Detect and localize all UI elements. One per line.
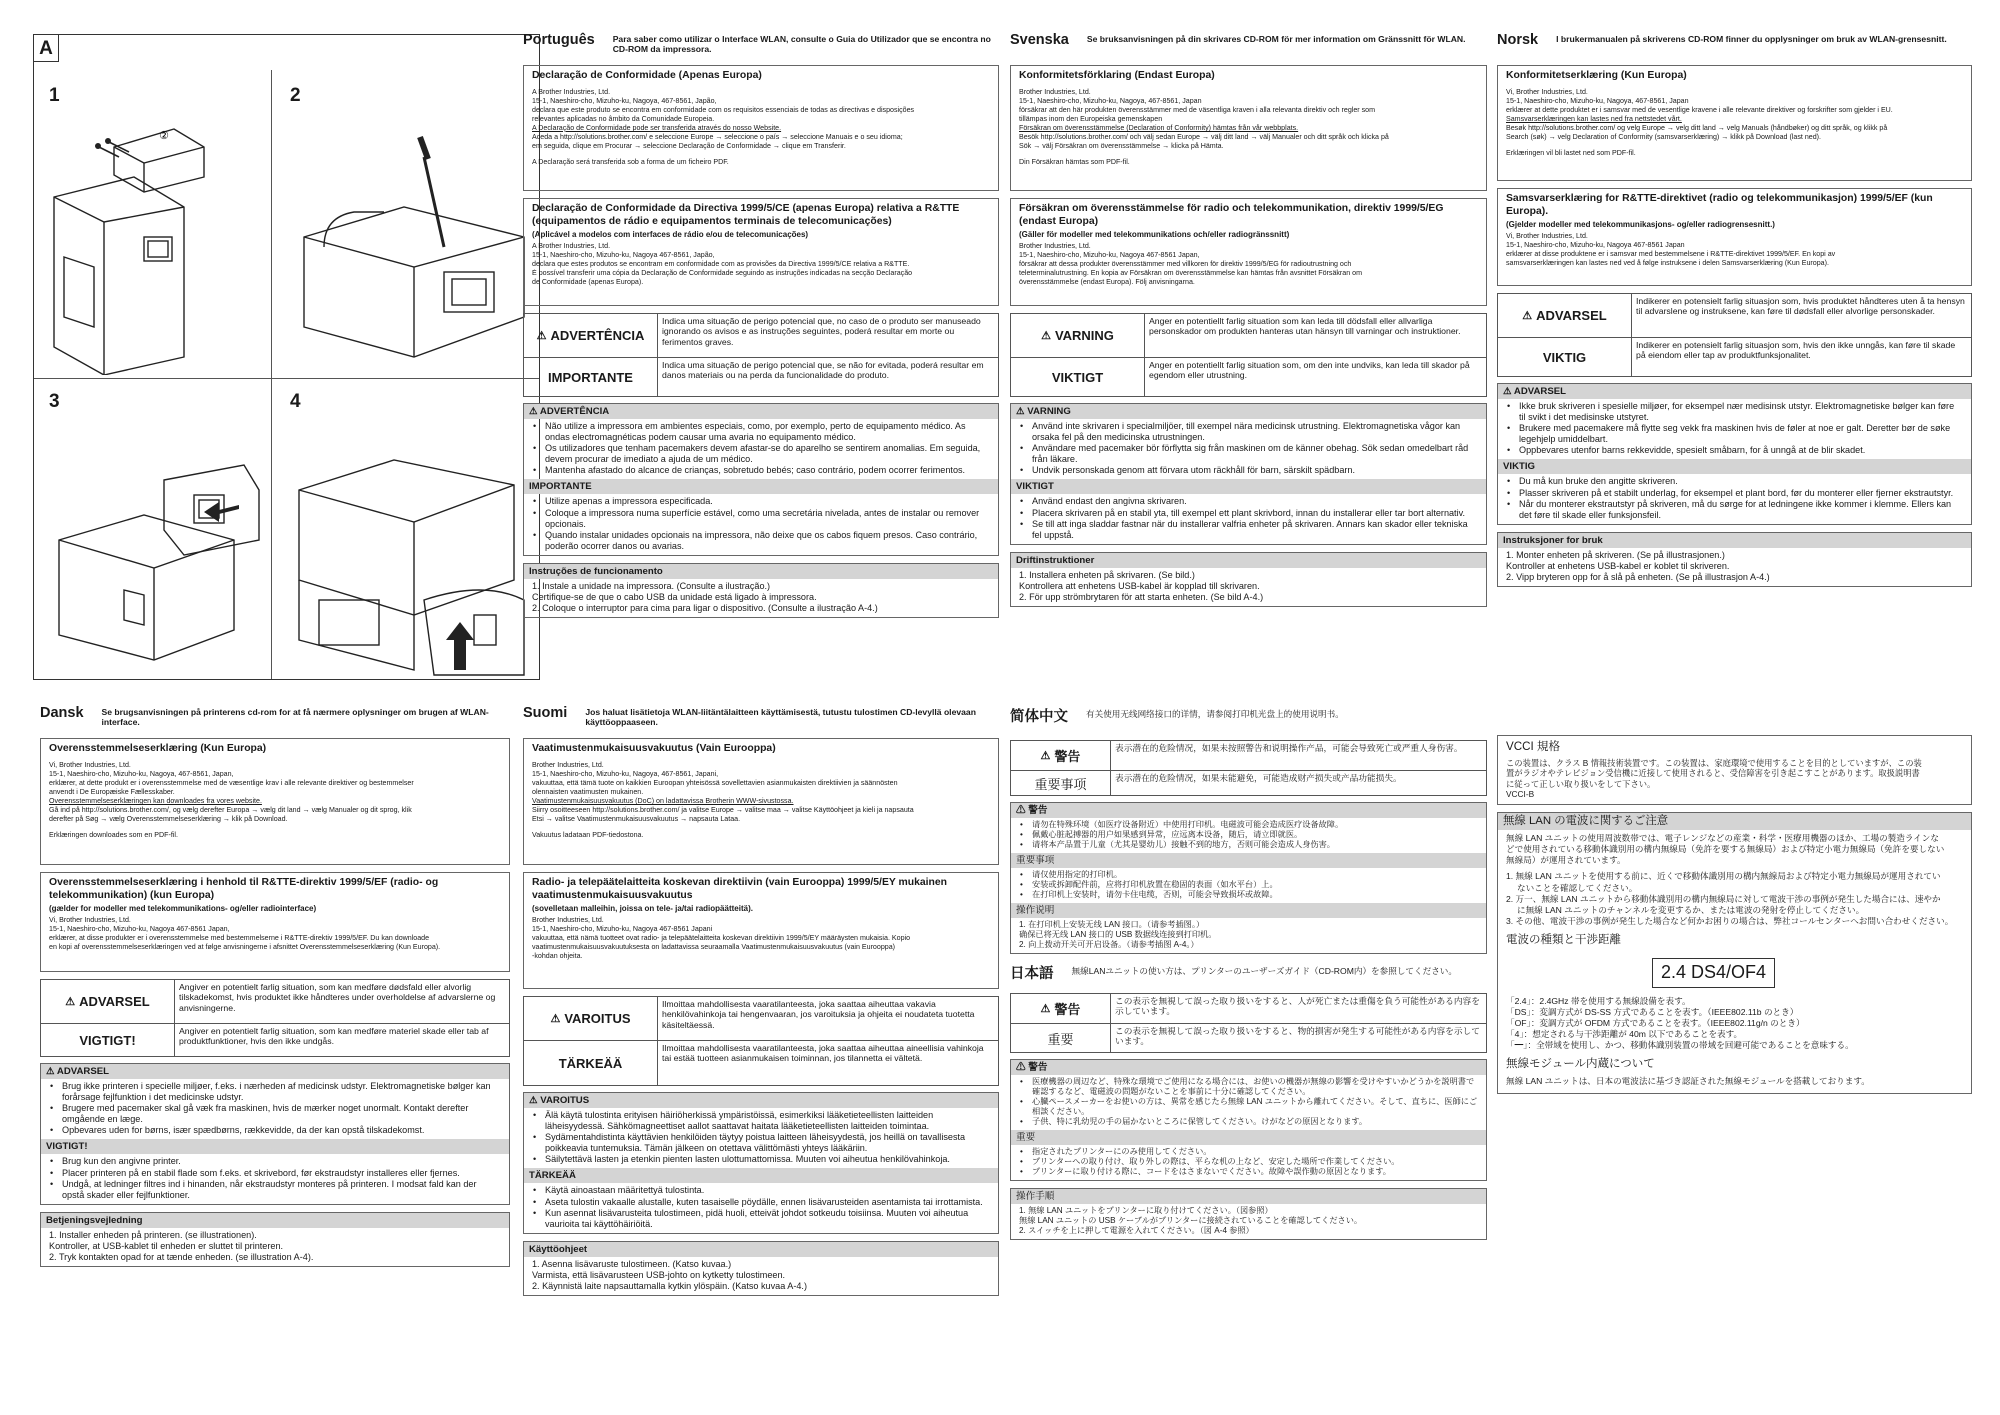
- da-conf-5: Gå ind på http://solutions.brother.com/, og vælg derefter Europa → vælg dit land → vælg Manualer og dit sprog, klik: [49, 806, 412, 814]
- pt-s2-2: • Quando instalar unidades opcionais na impressora, não deixe que os cabos fiquem presos. Caso contrário, poderão ocorrer danos ou avarias.: [532, 530, 990, 552]
- no-rtte-1: 15-1, Naeshiro-cho, Mizuho-ku, Nagoya 467-8561 Japan: [1506, 241, 1685, 249]
- ja-module_title: 無線モジュール内蔵について: [1506, 1058, 1655, 1071]
- pt-conf-1: 15-1, Naeshiro-cho, Mizuho-ku, Nagoya, 467-8561, Japão,: [532, 97, 717, 105]
- no-s2-2: • Når du monterer ekstrautstyr på skriveren, må du sørge for at ledningene ikke kommer i klemme. Ellers kan det føre til skade eller funksjonsfeil.: [1506, 499, 1963, 521]
- warning-legend-table: ⚠ ADVERTÊNCIA Indica uma situação de perigo potencial que, no caso de o produto ser manuseado ignorando os avisos e as instruções seguintes, poderá resultar em morte ou ferimentos graves. IMPORTANTE Indica uma situação de perigo potencial que, se não for evitada, poderá resultar em danos materiais ou na perda da funcionalidade do produto.: [523, 313, 999, 397]
- zh-s1_title: 警告: [1028, 805, 1048, 816]
- da-s2-2: • Undgå, at ledninger filtres ind i hinanden, når ekstraudstyr monteres på printeren. I modsat fald kan der opstå skader eller fejlfunktioner.: [49, 1179, 501, 1201]
- zh-s3_2: 2. 向上拨动开关可开启设备。（请参考插图 A-4。）: [1019, 940, 1199, 949]
- sv-conf-2: försäkrar att den här produkten överensstämmer med de väsentliga kraven i alla relevanta direktiv och regler som: [1019, 106, 1376, 114]
- pt-rtte_title: Declaração de Conformidade da Directiva 1999/5/CE (apenas Europa) relativa a R&TTE (equipamentos de rádio e equipamentos terminais de telecomunicações): [532, 203, 960, 227]
- ja-radio-3: 1. 無線 LAN ユニットを使用する前に、近くで移動体識別用の構内無線局および特定小電力無線局が運用されてい: [1506, 871, 1941, 882]
- sv-conf-3: tillämpas inom den Europeiska gemenskapen: [1019, 115, 1163, 123]
- fi-s1-0: • Älä käytä tulostinta erityisen häiriöherkissä ympäristöissä, esimerkiksi lääketieteellisten laitteiden läheisyydessä. Sähkömagneettiset aallot saattavat haitata lääketieteellisten laitteiden toimintaa.: [532, 1110, 990, 1132]
- no-rtte_sub: (Gjelder modeller med telekommunikasjons- og/eller radiogrensesnitt.): [1506, 220, 1775, 229]
- vcci-notice: [1497, 735, 1972, 805]
- sv-s1-1: • Användare med pacemaker bör förflytta sig från maskinen om de känner obehag. Sök sedan omedelbart råd från läkare.: [1019, 443, 1478, 465]
- pt-conf-0: A Brother Industries, Ltd.: [532, 88, 611, 96]
- ja-s2-1: • プリンターへの取り付け、取り外しの際は、平らな机の上など、安定した場所で作業してください。: [1019, 1157, 1478, 1167]
- ja-lang: 日本語: [1010, 966, 1054, 982]
- step-number: 2: [290, 85, 301, 106]
- ja-s1-0: • 医療機器の周辺など、特殊な環境でご使用になる場合には、お使いの機器が無線の影響を受けやすいかどうかを説明書で確認するなど、電磁波の問題がないことを事前に十分に確認してください。: [1019, 1077, 1478, 1097]
- ja-range_title: 電波の種類と干渉距離: [1506, 934, 1621, 947]
- ja-radio-1: どで使用されている移動体識別用の構内無線局（免許を要する無線局）および特定小電力無線局（免許を要しない: [1506, 844, 1945, 855]
- pt-conf-4: A Declaração de Conformidade pode ser transferida através do nosso Website.: [532, 124, 782, 132]
- fi-s3_1: 1. Asenna lisävaruste tulostimeen. (Katso kuvaa.): [532, 1258, 732, 1269]
- sv-w2_text: Anger en potentiellt farlig situation som, om den inte undviks, kan leda till skador på egendom eller utrustning.: [1149, 360, 1470, 381]
- da-s1-2: • Opbevares uden for børns, især spædbørns, rækkevidde, da der kan opstå tilskadekomst.: [49, 1125, 501, 1136]
- language-note: Para saber como utilizar o Interface WLAN, consulte o Guia do Utilizador que se encontra no CD-ROM da impressora.: [612, 34, 991, 55]
- pt-s3_title: Instruções de funcionamento: [524, 564, 998, 579]
- fi-conf-5: Siirry osoitteeseen http://solutions.brother.com/ ja valitse Europe → valitse maa → valitse Käyttöohjeet ja kieli ja napsauta: [532, 806, 914, 814]
- ja-range-4: 「━」：全帯域を使用し、かつ、移動体識別装置の帯域を回避可能であることを意味する。: [1506, 1040, 1854, 1051]
- fi-s3_title: Käyttöohjeet: [524, 1242, 998, 1257]
- fi-s3_1b: Varmista, että lisävarusteen USB-johto on kytketty tulostimeen.: [532, 1269, 786, 1280]
- sv-rtte-3: teleterminalutrustning. En kopia av Försäkran om överensstämmelse kan hämtas från avsnittet Försäkran om: [1019, 269, 1363, 277]
- fi-rtte-2: vakuuttaa, että nämä tuotteet ovat radio- ja telepäätelaitteita koskevan direktiivin 1999/5/EY määräysten mukaisia. Kopio: [532, 934, 911, 942]
- fi-rtte-1: 15-1, Naeshiro-cho, Mizuho-ku, Nagoya 467-8561 Japani: [532, 925, 713, 933]
- zh-s2-0: • 请仅使用指定的打印机。: [1019, 870, 1478, 880]
- zh-note: 有关使用无线网络接口的详情，请参阅打印机光盘上的使用说明书。: [1086, 709, 1344, 719]
- pt-s1-2: • Mantenha afastado do alcance de crianças, sobretudo bebés; caso contrário, podem ocorrer ferimentos.: [532, 465, 990, 476]
- printer-illustration-step2: [284, 117, 534, 375]
- section-norsk: Norsk I brukermanualen på skriverens CD-ROM finner du opplysninger om bruk av WLAN-grensesnitt. Konformitetserklæring (Kun Europa) Vi, Brother Industries, Ltd. 15-1, Naeshiro-cho, Mizuho-ku, Nagoya, 467-8561, Japan erklærer at dette produktet er i samsvar med de vesentlige kravene i alle relevante direktiver og forskrifter som gjelder i EU. Samsvarserklæringen kan lastes ned fra nettstedet vårt. Besøk http://solutions.brother.com/ og velg Europe → velg ditt land → velg Manuals (håndbøker) og ditt språk, og klikk på Search (søk) → velg Declaration of Conformity (samsvarserklæring) → klikk på Download (last ned). Erklæringen vil bli lastet ned som PDF-fil. Samsvarserklæring for R&TTE-direktivet (radio og telekommunikasjon) 1999/5/EF (kun Europa). (Gjelder modeller med telekommunikasjons- og/eller radiogrensesnitt.) Vi, Brother Industries, Ltd. 15-1, Naeshiro-cho, Mizuho-ku, Nagoya 467-8561 Japan erklærer at disse produktene er i samsvar med bestemmelsene i R&TTE-direktivet 1999/5/EF. En kopi av samsvarserklæringen kan lastes ned ved å følge instruksene i delen Samsvarserklæring (Kun Europa). ⚠ ADVARSEL Indikerer en potensielt farlig situasjon som, hvis produktet håndteres uten å ta hensyn til advarslene og instruksene, kan føre til dødsfall eller alvorlige personskader. VIKTIG Indikerer en potensielt farlig situasjon som, hvis den ikke unngås, kan føre til skade på eiendom eller tap av produktfunksjonalitet. ⚠ ADVARSEL • Ikke bruk skriveren i spesielle miljøer, for eksempel nær medisinsk utstyr. Elektromagnetiske bølger kan føre til svikt i det medisinske utstyret. • Brukere med pacemakere må flytte seg vekk fra maskinen hvis de føler at noe er galt. Deretter bør de søke legehjelp umiddelbart. • Oppbevares utenfor barns rekkevidde, spesielt småbarn, for å unngå at de blir skadet. VIKTIG • Du må kun bruke den angitte skriveren. • Plasser skriveren på et stabilt underlag, for eksempel et plant bord, før du monterer eller fjerner ekstrautstyr. • Når du monterer ekstrautstyr på skriveren, må du sørge for at ledningene ikke kommer i klemme. Ellers kan det føre til skade eller funksjonsfeil. Instruksjoner for bruk 1. Monter enheten på skriveren. (Se på illustrasjonen.) Kontroller at enhetens USB-kabel er koblet til skriveren. 2. Vipp bryteren opp for å slå på enheten. (Se på illustrasjon A-4.): [1497, 32, 1972, 594]
- fi-note: Jos haluat lisätietoja WLAN-liitäntälaitteen käyttämisestä, tutustu tulostimen CD-levyllä olevaan käyttöoppaaseen.: [585, 707, 976, 728]
- zh-w2_text: 表示潜在的危险情况，如果未能避免，可能造成财产损失或产品功能损失。: [1115, 773, 1402, 783]
- pt-rtte-2: declara que estes produtos se encontram em conformidade com as provisões da Directiva 1999/5/CE relativa a R&TTE.: [532, 260, 910, 268]
- fi-s1_title: VAROITUS: [540, 1095, 590, 1106]
- printer-illustration-step4: [284, 430, 534, 680]
- warning-section: ⚠ ADVERTÊNCIA • Não utilize a impressora em ambientes especiais, como, por exemplo, perto de equipamento médico. As ondas electromagnéticas podem causar uma avaria no equipamento médico. • Os utilizadores que tenham pacemakers devem afastar-se do aparelho se sentirem anomalias. Em seguida, devem procurar de imediato a ajuda de um médico. • Mantenha afastado do alcance de crianças, sobretudo bebés; caso contrário, podem ocorrer ferimentos. IMPORTANTE • Utilize apenas a impressora especificada. • Coloque a impressora numa superfície estável, como uma secretária nivelada, antes de instalar ou remover opcionais. • Quando instalar unidades opcionais na impressora, não deixe que os cabos fiquem presos. Caso contrário, poderão ocorrer danos ou avarias.: [523, 403, 999, 556]
- zh-s2-1: • 安装或拆卸配件前，应将打印机放置在稳固的表面（如水平台）上。: [1019, 880, 1478, 890]
- pt-s3_2: 2. Coloque o interruptor para cima para ligar o dispositivo. (Consulte a ilustração A-4.): [532, 603, 878, 614]
- fi-conf-4: Vaatimustenmukaisuusvakuutus (DoC) on ladattavissa Brotherin WWW-sivustossa.: [532, 797, 794, 805]
- section-portugues: [523, 32, 999, 625]
- no-lang: Norsk: [1497, 32, 1539, 48]
- ja-range-3: 「4」：想定される与干渉距離が 40m 以下であることを表す。: [1506, 1029, 1743, 1040]
- ja-s1-2: • 子供、特に乳幼児の手の届かないところに保管してください。けがなどの原因となります。: [1019, 1117, 1478, 1127]
- da-s2_title: VIGTIGT!: [41, 1139, 509, 1154]
- da-conf-3: anvendt i De Europæiske Fællesskaber.: [49, 788, 175, 796]
- conformity-declaration: [523, 65, 999, 191]
- pt-s1_title: ADVERTÊNCIA: [539, 406, 610, 417]
- pt-s2-0: • Utilize apenas a impressora especificada.: [532, 496, 990, 507]
- da-s3_2: 2. Tryk kontakten opad for at tænde enheden. (se illustration A-4).: [49, 1252, 314, 1263]
- pt-rtte_sub: (Aplicável a modelos com interfaces de rádio e/ou de telecomunicações): [532, 230, 809, 239]
- pt-conf-8: A Declaração será transferida sob a forma de um ficheiro PDF.: [532, 158, 729, 166]
- da-s2-0: • Brug kun den angivne printer.: [49, 1156, 501, 1167]
- zh-w1_label: 警告: [1054, 749, 1081, 764]
- no-s2-0: • Du må kun bruke den angitte skriveren.: [1506, 476, 1963, 487]
- sv-s3_title: Driftinstruktioner: [1011, 553, 1486, 568]
- da-conf-2: erklærer, at dette produkt er i overensstemmelse med de væsentlige krav i alle relevante direktiver og bestemmelser: [49, 779, 414, 787]
- da-s1-1: • Brugere med pacemaker skal gå væk fra maskinen, hvis de mærker noget unormalt. Kontakt derefter omgående en læge.: [49, 1103, 501, 1125]
- ja-w2_label: 重要: [1047, 1031, 1074, 1047]
- fi-s1-2: • Säilytettävä lasten ja etenkin pienten lasten ulottumattomissa. Muuten voi aiheutua henkilövahinkoja.: [532, 1154, 990, 1165]
- no-s3_2: 2. Vipp bryteren opp for å slå på enheten. (Se på illustrasjon A-4.): [1506, 572, 1770, 583]
- fi-s1-1: • Sydämentahdistinta käyttävien henkilöiden täytyy poistua laitteen läheisyydestä, jos heillä on tavallisesta poikkeavia tuntemuksia. Tämän jälkeen on otettava välittömästi yhteys lääkäriin.: [532, 1132, 990, 1154]
- sv-note: Se bruksanvisningen på din skrivares CD-ROM för mer information om Gränssnitt för WLAN.: [1086, 34, 1466, 44]
- pt-rtte-3: É possível transferir uma cópia da Declaração de Conformidade seguindo as instruções indicadas na secção Declaração: [532, 269, 913, 277]
- fi-conf-3: olennaisten vaatimusten mukainen.: [532, 788, 644, 796]
- sv-s2-2: • Se till att inga sladdar fastnar när du installerar valfria enheter på skrivaren. Annars kan skador eller tekniska fel uppstå.: [1019, 519, 1478, 541]
- fi-w2_text: Ilmoittaa mahdollisesta vaaratilanteesta, joka saattaa aiheuttaa aineellisia vahinkoja tai estää tuotteen asianmukaisen toiminnan, jos tilannetta ei vältetä.: [662, 1043, 984, 1064]
- section-suomi: Suomi Jos haluat lisätietoja WLAN-liitäntälaitteen käyttämisestä, tutustu tulostimen CD-levyllä olevaan käyttöoppaaseen. Vaatimustenmukaisuusvakuutus (Vain Eurooppa) Brother Industries, Ltd. 15-1, Naeshiro-cho, Mizuho-ku, Nagoya, 467-8561, Japani, vakuuttaa, että tämä tuote on kaikkien Euroopan yhteisössä sovellettavien asianmukaisten direktiivien ja säännösten olennaisten vaatimusten mukainen. Vaatimustenmukaisuusvakuutus (DoC) on ladattavissa Brotherin WWW-sivustossa. Siirry osoitteeseen http://solutions.brother.com/ ja valitse Europe → valitse maa → valitse Käyttöohjeet ja kieli ja napsauta Etsi → valitse Vaatimustenmukaisuusvakuutus → napsauta Lataa. Vakuutus ladataan PDF-tiedostona. Radio- ja telepäätelaitteita koskevan direktiivin (vain Eurooppa) 1999/5/EY mukainen vaatimustenmukaisuusvakuutus (sovelletaan malleihin, joissa on tele- ja/tai radiopäätteitä). Brother Industries, Ltd. 15-1, Naeshiro-cho, Mizuho-ku, Nagoya 467-8561 Japani vakuuttaa, että nämä tuotteet ovat radio- ja telepäätelaitteita koskevan direktiivin 1999/5/EY määräysten mukaisia. Kopio vaatimustenmukaisuusvakuutuksesta on ladattavissa seuraamalla Vaatimustenmukaisuusvakuutus (vain Eurooppa) -kohdan ohjeita. ⚠ VAROITUS Ilmoittaa mahdollisesta vaaratilanteesta, joka saattaa aiheuttaa vakavia henkilövahinkoja tai hengenvaaran, jos varoituksia ja ohjeita ei noudateta tuotetta käsiteltäessä. TÄRKEÄÄ Ilmoittaa mahdollisesta vaaratilanteesta, joka saattaa aiheuttaa aineellisia vahinkoja tai estää tuotteen asianmukaisen toiminnan, jos tilannetta ei vältetä. ⚠ VAROITUS • Älä käytä tulostinta erityisen häiriöherkissä ympäristöissä, esimerkiksi lääketieteellisten laitteiden läheisyydessä. Sähkömagneettiset aallot saattavat haitata lääketieteellisten laitteiden toimintaa. • Sydämentahdistinta käyttävien henkilöiden täytyy poistua laitteen läheisyydestä, jos heillä on tavallisesta poikkeavia tuntemuksia. Tämän jälkeen on otettava välittömästi yhteys lääkäriin. • Säilytettävä lasten ja etenkin pienten lasten ulottumattomissa. Muuten voi aiheutua henkilövahinkoja. TÄRKEÄÄ • Käytä ainoastaan määritettyä tulostinta. • Aseta tulostin vakaalle alustalle, kuten tasaiselle pöydälle, ennen lisävarusteiden asentamista tai irrottamista. • Kun asennat lisävarusteita tulostimeen, pidä huoli, etteivät johdot sotkeudu toisiinsa. Muuten voi aiheutua vaurioita tai käyttöhäiriöitä. Käyttöohjeet 1. Asenna lisävaruste tulostimeen. (Katso kuvaa.) Varmista, että lisävarusteen USB-johto on kytketty tulostimeen. 2. Käynnistä laite napsauttamalla kytkin ylöspäin. (Katso kuvaa A-4.): [523, 705, 999, 1303]
- pt-w1_text: Indica uma situação de perigo potencial que, no caso de o produto ser manuseado ignorando os avisos e as instruções seguintes, poderá resultar em morte ou ferimentos graves.: [658, 314, 998, 358]
- sv-conf_title: Konformitetsförklaring (Endast Europa): [1019, 70, 1215, 81]
- ja-s1_title: 警告: [1028, 1062, 1048, 1073]
- pt-rtte-0: A Brother Industries, Ltd.: [532, 242, 611, 250]
- da-s2-1: • Placer printeren på en stabil flade som f.eks. et skrivebord, før ekstraudstyr installeres eller fjernes.: [49, 1168, 501, 1179]
- no-s1_title: ADVARSEL: [1513, 386, 1566, 397]
- ja-s3_2: 2. スイッチを上に押して電源を入れてください。（図 A-4 参照）: [1019, 1226, 1254, 1235]
- operating-instructions: [523, 563, 999, 618]
- callout-number: ②: [159, 129, 169, 142]
- printer-illustration-step1: [44, 117, 269, 375]
- no-w1_label: ADVARSEL: [1536, 308, 1607, 323]
- da-rtte-2: erklærer, at disse produkter er i overensstemmelse med bestemmelserne i R&TTE-direktiv 1999/5/EF. Du kan downloade: [49, 934, 430, 942]
- da-conf-8: Erklæringen downloades som en PDF-fil.: [49, 831, 178, 839]
- pt-s1-1: • Os utilizadores que tenham pacemakers devem afastar-se do aparelho se sentirem anomalias. Em seguida, devem procurar de imediato a ajuda de um médico.: [532, 443, 990, 465]
- no-rtte_title: Samsvarserklæring for R&TTE-direktivet (radio og telekommunikasjon) 1999/5/EF (kun Europa).: [1506, 193, 1933, 217]
- pt-s3_1: 1. Instale a unidade na impressora. (Consulte a ilustração.): [532, 580, 771, 591]
- step-number: 4: [290, 391, 301, 412]
- fi-conf-1: 15-1, Naeshiro-cho, Mizuho-ku, Nagoya, 467-8561, Japani,: [532, 770, 719, 778]
- ja-range-0: 「2.4」：2.4GHz 帯を使用する無線設備を表す。: [1506, 995, 1691, 1006]
- fi-rtte-0: Brother Industries, Ltd.: [532, 916, 604, 924]
- section-japanese-regulatory: [1497, 735, 1972, 1101]
- zh-s1-2: • 请将本产品置于儿童（尤其是婴幼儿）接触不到的地方，否则可能会造成人身伤害。: [1019, 840, 1478, 850]
- ja-s1-1: • 心臓ペースメーカーをお使いの方は、異常を感じたら無線 LAN ユニットから離れてください。そして、直ちに、医師にご相談ください。: [1019, 1097, 1478, 1117]
- fi-w1_text: Ilmoittaa mahdollisesta vaaratilanteesta, joka saattaa aiheuttaa vakavia henkilövahinkoja tai hengenvaaran, jos varoituksia ja ohjeita ei noudateta tuotetta käsiteltäessä.: [658, 997, 998, 1041]
- fi-s2-0: • Käytä ainoastaan määritettyä tulostinta.: [532, 1185, 990, 1196]
- sv-s2-1: • Placera skrivaren på en stabil yta, till exempel ett plant skrivbord, innan du installerar eller tar bort alternativ.: [1019, 508, 1478, 519]
- sv-conf-8: Din Försäkran hämtas som PDF-fil.: [1019, 158, 1130, 166]
- fi-conf-8: Vakuutus ladataan PDF-tiedostona.: [532, 831, 644, 839]
- ja-s3_title: 操作手順: [1011, 1189, 1486, 1204]
- da-rtte-0: Vi, Brother Industries, Ltd.: [49, 916, 131, 924]
- zh-s1-0: • 请勿在特殊环境（如医疗设备附近）中使用打印机。电磁波可能会造成医疗设备故障。: [1019, 820, 1478, 830]
- ja-w1_label: 警告: [1054, 1002, 1081, 1017]
- no-s1-0: • Ikke bruk skriveren i spesielle miljøer, for eksempel nær medisinsk utstyr. Elektromagnetiske bølger kan føre til svikt i det medisinske utstyret.: [1506, 401, 1963, 423]
- fi-s2-2: • Kun asennat lisävarusteita tulostimeen, pidä huoli, etteivät johdot sotkeudu toisiinsa. Muuten voi aiheutua vaurioita tai käyttöhäiriöitä.: [532, 1208, 990, 1230]
- pt-s3_1b: Certifique-se de que o cabo USB da unidade está ligado à impressora.: [532, 592, 817, 603]
- ja-radio-5: 2. 万一、無線 LAN ユニットから移動体識別用の構内無線局に対して電波干渉の事例が発生した場合には、速やか: [1506, 893, 1941, 904]
- fi-s2-1: • Aseta tulostin vakaalle alustalle, kuten tasaiselle pöydälle, ennen lisävarusteiden asentamista tai irrottamista.: [532, 1197, 990, 1208]
- sv-w1_text: Anger en potentiellt farlig situation som kan leda till dödsfall eller allvarliga personskador om produkten hanteras utan hänsyn till varningar och instruktioner.: [1145, 314, 1486, 358]
- da-conf-0: Vi, Brother Industries, Ltd.: [49, 761, 131, 769]
- ja-vcci-2: に従って正しい取り扱いをして下さい。: [1506, 778, 1656, 789]
- no-w2_text: Indikerer en potensielt farlig situasjon som, hvis den ikke unngås, kan føre til skade på eiendom eller tap av produktfunksjonalitet.: [1636, 340, 1956, 361]
- pt-s2_title: IMPORTANTE: [524, 479, 998, 494]
- ja-module: 無線 LAN ユニットは、日本の電波法に基づき認証された無線モジュールを搭載しております。: [1506, 1076, 1870, 1087]
- da-conf_title: Overensstemmelseserklæring (Kun Europa): [49, 743, 267, 754]
- ja-vcci-0: この装置は、クラス B 情報技術装置です。この装置は、家庭環境で使用することを目的としていますが、この装: [1506, 757, 1922, 768]
- sv-w2_label: VIKTIGT: [1051, 369, 1104, 385]
- pt-conf-3: relevantes aplicadas no âmbito da Comunidade Europeia.: [532, 115, 715, 123]
- da-rtte_title: Overensstemmelseserklæring i henhold til R&TTE-direktiv 1999/5/EF (radio- og telekommunikation) (kun Europa): [49, 877, 439, 901]
- pt-conf-5: Aceda a http://solutions.brother.com/ e seleccione Europe → seleccione o país → seleccione Manuais e o seu idioma;: [532, 133, 903, 141]
- no-conf-1: 15-1, Naeshiro-cho, Mizuho-ku, Nagoya, 467-8561, Japan: [1506, 97, 1689, 105]
- ja-range-2: 「OF」：変調方式が OFDM 方式であることを表す。（IEEE802.11g/n のとき）: [1506, 1017, 1805, 1028]
- da-s1-0: • Brug ikke printeren i specielle miljøer, f.eks. i nærheden af medicinsk udstyr. Elektromagnetiske bølger kan forårsage fejlfunktion i det medicinske udstyr.: [49, 1081, 501, 1103]
- sv-conf-1: 15-1, Naeshiro-cho, Mizuho-ku, Nagoya, 467-8561, Japan: [1019, 97, 1202, 105]
- illustration-panel: [33, 34, 540, 680]
- no-s3_1: 1. Monter enheten på skriveren. (Se på illustrasjonen.): [1506, 549, 1725, 560]
- ja-w1_text: この表示を無視して誤った取り扱いをすると、人が死亡または重傷を負う可能性がある内容を示しています。: [1111, 994, 1486, 1024]
- no-rtte-0: Vi, Brother Industries, Ltd.: [1506, 232, 1588, 240]
- fi-s2_title: TÄRKEÄÄ: [524, 1168, 998, 1183]
- da-note: Se brugsanvisningen på printerens cd-rom for at få nærmere oplysninger om brugen af WLAN-interface.: [101, 707, 489, 728]
- da-w1_label: ADVARSEL: [79, 994, 150, 1009]
- sv-lang: Svenska: [1010, 32, 1069, 48]
- sv-s1-0: • Använd inte skrivaren i specialmiljöer, till exempel nära medicinsk utrustning. Elektromagnetiska vågor kan orsaka fel på den medicinska utrustningen.: [1019, 421, 1478, 443]
- section-chinese-japanese: 简体中文 有关使用无线网络接口的详情，请参阅打印机光盘上的使用说明书。 ⚠ 警告 表示潜在的危险情况，如果未按照警告和说明操作产品，可能会导致死亡或严重人身伤害。 重要事项 表示潜在的危险情况，如果未能避免，可能造成财产损失或产品功能损失。 ⚠ 警告 • 请勿在特殊环境（如医疗设备附近）中使用打印机。电磁波可能会造成医疗设备故障。 • 佩戴心脏起搏器的用户如果感到异常，应远离本设备，随后，请立即就医。 • 请将本产品置于儿童（尤其是婴幼儿）接触不到的地方，否则可能会造成人身伤害。 重要事项 • 请仅使用指定的打印机。 • 安装或拆卸配件前，应将打印机放置在稳固的表面（如水平台）上。 • 在打印机上安装时，请勿卡住电缆，否则，可能会导致损坏或故障。 操作说明 1. 在打印机上安装无线 LAN 接口。（请参考插图。） 确保已将无线 LAN 接口的 USB 数据线连接到打印机。 2. 向上拨动开关可开启设备。（请参考插图 A-4。） 日本語 無線LANユニットの使い方は、プリンターのユーザーズガイド（CD-ROM内）を参照してください。 ⚠ 警告 この表示を無視して誤った取り扱いをすると、人が死亡または重傷を負う可能性がある内容を示しています。 重要 この表示を無視して誤った取り扱いをすると、物的損害が発生する可能性がある内容を示しています。 ⚠ 警告 • 医療機器の周辺など、特殊な環境でご使用になる場合には、お使いの機器が無線の影響を受けやすいかどうかを説明書で確認するなど、電磁波の問題がないことを事前に十分に確認してください。 • 心臓ペースメーカーをお使いの方は、異常を感じたら無線 LAN ユニットから離れてください。そして、直ちに、医師にご相談ください。 • 子供、特に乳幼児の手の届かないところに保管してください。けがなどの原因となります。 重要 • 指定されたプリンターにのみ使用してください。 • プリンターへの取り付け、取り外しの際は、平らな机の上など、安定した場所で作業してください。 • プリンターに取り付ける際に、コードをはさまないでください。故障や誤作動の原因となります。 操作手順 1. 無線 LAN ユニットをプリンターに取り付けてください。（図参照） 無線 LAN ユニットの USB ケーブルがプリンターに接続されていることを確認してください。 2. スイッチを上に押して電源を入れてください。（図 A-4 参照）: [1010, 705, 1487, 1247]
- da-s1_title: ADVARSEL: [56, 1066, 109, 1077]
- zh-s3_1b: 确保已将无线 LAN 接口的 USB 数据线连接到打印机。: [1019, 930, 1217, 939]
- no-note: I brukermanualen på skriverens CD-ROM finner du opplysninger om bruk av WLAN-grensesnitt.: [1556, 34, 1947, 44]
- ja-vcci_title: VCCI 規格: [1506, 740, 1561, 753]
- zh-s2_title: 重要事项: [1011, 853, 1486, 868]
- zh-w2_label: 重要事项: [1034, 776, 1087, 792]
- step-number: 1: [49, 85, 60, 106]
- fi-rtte_title: Radio- ja telepäätelaitteita koskevan direktiivin (vain Eurooppa) 1999/5/EY mukainen vaatimustenmukaisuusvakuutus: [532, 877, 948, 901]
- zh-lang: 简体中文: [1010, 709, 1068, 725]
- fi-rtte-3: vaatimustenmukaisuusvakuutuksesta on ladattavissa seuraamalla Vaatimustenmukaisuusvakuutus (vain Eurooppa): [532, 943, 896, 951]
- no-rtte-3: samsvarserklæringen kan lastes ned ved å følge instruksene i delen Samsvarserklæring (Kun Europa).: [1506, 259, 1829, 267]
- ja-radio-6: に無線 LAN ユニットのチャンネルを変更するか、または電波の発射を停止してください。: [1506, 904, 1865, 915]
- ja-s3_1b: 無線 LAN ユニットの USB ケーブルがプリンターに接続されていることを確認してください。: [1019, 1216, 1363, 1225]
- no-conf-3: Samsvarserklæringen kan lastes ned fra nettstedet vårt.: [1506, 115, 1682, 123]
- da-lang: Dansk: [40, 705, 84, 721]
- frequency-label: 2.4 DS4/OF4: [1652, 958, 1775, 987]
- da-conf-1: 15-1, Naeshiro-cho, Mizuho-ku, Nagoya, 467-8561, Japan,: [49, 770, 234, 778]
- da-w2_label: VIGTIGT!: [79, 1032, 136, 1048]
- ja-s3_1: 1. 無線 LAN ユニットをプリンターに取り付けてください。（図参照）: [1019, 1206, 1273, 1215]
- no-s1-2: • Oppbevares utenfor barns rekkevidde, spesielt småbarn, for å unngå at de blir skadet.: [1506, 445, 1963, 456]
- sv-conf-6: Sök → välj Försäkran om överensstämmelse → klicka på Hämta.: [1019, 142, 1224, 150]
- sv-conf-4: Försäkran om överensstämmelse (Declaration of Conformity) hämtas från vår webbplats.: [1019, 124, 1299, 132]
- no-s2-1: • Plasser skriveren på et stabilt underlag, for eksempel et plant bord, før du monterer eller fjerner ekstrautstyr.: [1506, 488, 1963, 499]
- no-s2_title: VIKTIG: [1498, 459, 1971, 474]
- da-w2_text: Angiver en potentielt farlig situation, som kan medføre materiel skade eller tab af produktfunktioner, hvis den ikke undgås.: [179, 1026, 489, 1047]
- sv-s2-0: • Använd endast den angivna skrivaren.: [1019, 496, 1478, 507]
- sv-rtte_sub: (Gäller för modeller med telekommunikations och/eller radiogränssnitt): [1019, 230, 1290, 239]
- no-s3_title: Instruksjoner for bruk: [1498, 533, 1971, 548]
- ja-radio-7: 3. その他、電波干渉の事例が発生した場合など何かお困りの場合は、弊社コールセンターへお問い合わせください。: [1506, 916, 1954, 927]
- da-conf-6: derefter på Søg → vælg Overensstemmelseserklæring → klik på Download.: [49, 815, 288, 823]
- figure-letter: A: [34, 35, 59, 62]
- fi-conf-0: Brother Industries, Ltd.: [532, 761, 604, 769]
- sv-conf-5: Besök http://solutions.brother.com/ och välj sedan Europe → välj ditt land → välj Manualer och ditt språk och klicka på: [1019, 133, 1389, 141]
- pt-w2_text: Indica uma situação de perigo potencial que, se não for evitada, poderá resultar em danos materiais ou na perda da funcionalidade do produto.: [662, 360, 984, 381]
- rtte-declaration: [523, 198, 999, 306]
- zh-s1-1: • 佩戴心脏起搏器的用户如果感到异常，应远离本设备，随后，请立即就医。: [1019, 830, 1478, 840]
- fi-rtte_sub: (sovelletaan malleihin, joissa on tele- ja/tai radiopäätteitä).: [532, 904, 753, 913]
- sv-s3_1: 1. Installera enheten på skrivaren. (Se bild.): [1019, 569, 1195, 580]
- pt-rtte-1: 15-1, Naeshiro-cho, Mizuho-ku, Nagoya 467-8561, Japão,: [532, 251, 715, 259]
- no-conf-5: Search (søk) → velg Declaration of Conformity (samsvarserklæring) → klikk på Download (last ned).: [1506, 133, 1821, 141]
- no-conf_title: Konformitetserklæring (Kun Europa): [1506, 70, 1687, 81]
- sv-s3_2: 2. För upp strömbrytaren för att starta enheten. (Se bild A-4.): [1019, 592, 1264, 603]
- pt-conf-2: declara que este produto se encontra em conformidade com os requisitos essenciais de todas as directivas e disposições: [532, 106, 915, 114]
- sv-s1-2: • Undvik personskada genom att förvara utom räckhåll för barn, särskilt spädbarn.: [1019, 465, 1478, 476]
- fi-conf_title: Vaatimustenmukaisuusvakuutus (Vain Eurooppa): [532, 743, 776, 754]
- ja-s2-0: • 指定されたプリンターにのみ使用してください。: [1019, 1147, 1478, 1157]
- fi-s3_2: 2. Käynnistä laite napsauttamalla kytkin ylöspäin. (Katso kuvaa A-4.): [532, 1281, 807, 1292]
- fi-lang: Suomi: [523, 705, 568, 721]
- ja-radio-2: 無線局）が運用されています。: [1506, 855, 1626, 866]
- no-rtte-2: erklærer at disse produktene er i samsvar med bestemmelsene i R&TTE-direktivet 1999/5/EF. En kopi av: [1506, 250, 1836, 258]
- no-conf-7: Erklæringen vil bli lastet ned som PDF-fil.: [1506, 149, 1636, 157]
- no-w1_text: Indikerer en potensielt farlig situasjon som, hvis produktet håndteres uten å ta hensyn til advarslene og instruksene, kan føre til dødsfall eller alvorlige personskader.: [1632, 294, 1971, 338]
- no-conf-2: erklærer at dette produktet er i samsvar med de vesentlige kravene i alle relevante direktiver og forskrifter som gjelder i EU.: [1506, 106, 1893, 114]
- no-s3_1b: Kontroller at enhetens USB-kabel er koblet til skriveren.: [1506, 560, 1730, 571]
- pt-w2_label: IMPORTANTE: [548, 369, 633, 385]
- ja-s2_title: 重要: [1011, 1130, 1486, 1145]
- pt-conf-6: em seguida, clique em Procurar → seleccione Declaração de Conformidade → clique em Transferir.: [532, 142, 846, 150]
- language-heading: Português: [523, 32, 595, 48]
- da-w1_text: Angiver en potentielt farlig situation, som kan medføre dødsfald eller alvorlig tilskadekomst, hvis produktet ikke håndteres under overholdelse af advarslerne og anvisningerne.: [175, 980, 509, 1024]
- pt-s2-1: • Coloque a impressora numa superfície estável, como uma secretária nivelada, antes de instalar ou remover opcionais.: [532, 508, 990, 530]
- ja-w2_text: この表示を無視して誤った取り扱いをすると、物的損害が発生する可能性がある内容を示しています。: [1115, 1026, 1480, 1047]
- pt-s1-0: • Não utilize a impressora em ambientes especiais, como, por exemplo, perto de equipamento médico. As ondas electromagnéticas podem causar uma avaria no equipamento médico.: [532, 421, 990, 443]
- da-conf-4: Overensstemmelseserklæringen kan downloades fra vores website.: [49, 797, 262, 805]
- sv-s2_title: VIKTIGT: [1011, 479, 1486, 494]
- sv-w1_label: VARNING: [1054, 328, 1114, 343]
- ja-vcci-3: VCCI-B: [1506, 789, 1535, 800]
- fi-w1_label: VAROITUS: [564, 1011, 631, 1026]
- pt-w1_label: ADVERTÊNCIA: [550, 328, 645, 343]
- ja-range-1: 「DS」：変調方式が DS-SS 方式であることを表す。（IEEE802.11b のとき）: [1506, 1006, 1799, 1017]
- no-w2_label: VIKTIG: [1542, 349, 1587, 365]
- no-s1-1: • Brukere med pacemakere må flytte seg vekk fra maskinen hvis de føler at noe er galt. Deretter bør de søke legehjelp umiddelbart.: [1506, 423, 1963, 445]
- wireless-notice: [1497, 812, 1972, 1094]
- pt-rtte-4: de Conformidade (apenas Europa).: [532, 278, 644, 286]
- no-conf-0: Vi, Brother Industries, Ltd.: [1506, 88, 1588, 96]
- da-rtte-1: 15-1, Naeshiro-cho, Mizuho-ku, Nagoya 467-8561 Japan,: [49, 925, 230, 933]
- pt-conf_title: Declaração de Conformidade (Apenas Europa): [532, 70, 762, 81]
- zh-s3_title: 操作说明: [1011, 903, 1486, 918]
- sv-rtte-1: 15-1, Naeshiro-cho, Mizuho-ku, Nagoya 467-8561 Japan,: [1019, 251, 1200, 259]
- da-s3_title: Betjeningsvejledning: [41, 1213, 509, 1228]
- sv-rtte-4: överensstämmelse (endast Europa). Följ anvisningarna.: [1019, 278, 1195, 286]
- fi-rtte-4: -kohdan ohjeita.: [532, 952, 583, 960]
- fi-conf-6: Etsi → valitse Vaatimustenmukaisuusvakuutus → napsauta Lataa.: [532, 815, 741, 823]
- sv-rtte_title: Försäkran om överensstämmelse för radio och telekommunikation, direktiv 1999/5/EG (endast Europa): [1019, 203, 1444, 227]
- ja-radio-4: ないことを確認してください。: [1506, 882, 1638, 893]
- fi-w2_label: TÄRKEÄÄ: [558, 1055, 623, 1071]
- printer-illustration-step3: [44, 430, 269, 680]
- zh-s2-2: • 在打印机上安装时，请勿卡住电缆，否则，可能会导致损坏或故障。: [1019, 890, 1478, 900]
- sv-s1_title: VARNING: [1027, 406, 1071, 417]
- section-svenska: Svenska Se bruksanvisningen på din skrivares CD-ROM för mer information om Gränssnitt för WLAN. Konformitetsförklaring (Endast Europa) Brother Industries, Ltd. 15-1, Naeshiro-cho, Mizuho-ku, Nagoya, 467-8561, Japan försäkrar att den här produkten överensstämmer med de väsentliga kraven i alla relevanta direktiv och regler som tillämpas inom den Europeiska gemenskapen Försäkran om överensstämmelse (Declaration of Conformity) hämtas från vår webbplats. Besök http://solutions.brother.com/ och välj sedan Europe → välj ditt land → välj Manualer och ditt språk och klicka på Sök → välj Försäkran om överensstämmelse → klicka på Hämta. Din Försäkran hämtas som PDF-fil. Försäkran om överensstämmelse för radio och telekommunikation, direktiv 1999/5/EG (endast Europa) (Gäller för modeller med telekommunikations och/eller radiogränssnitt) Brother Industries, Ltd. 15-1, Naeshiro-cho, Mizuho-ku, Nagoya 467-8561 Japan, försäkrar att dessa produkter överensstämmer med villkoren för direktiv 1999/5/EG för radioutrustning och teleterminalutrustning. En kopia av Försäkran om överensstämmelse kan hämtas från avsnittet Försäkran om överensstämmelse (endast Europa). Följ anvisningarna. ⚠ VARNING Anger en potentiellt farlig situation som kan leda till dödsfall eller allvarliga personskador om produkten hanteras utan hänsyn till varningar och instruktioner. VIKTIGT Anger en potentiellt farlig situation som, om den inte undviks, kan leda till skador på egendom eller utrustning. ⚠ VARNING • Använd inte skrivaren i specialmiljöer, till exempel nära medicinsk utrustning. Elektromagnetiska vågor kan orsaka fel på den medicinska utrustningen. • Användare med pacemaker bör förflytta sig från maskinen om de känner obehag. Sök sedan omedelbart råd från läkare. • Undvik personskada genom att förvara utom räckhåll för barn, särskilt spädbarn. VIKTIGT • Använd endast den angivna skrivaren. • Placera skrivaren på en stabil yta, till exempel ett plant skrivbord, innan du installerar eller tar bort alternativ. • Se till att inga sladdar fastnar när du installerar valfria enheter på skrivaren. Annars kan skador eller tekniska fel uppstå. Driftinstruktioner 1. Installera enheten på skrivaren. (Se bild.) Kontrollera att enhetens USB-kabel är kopplad till skrivaren. 2. För upp strömbrytaren för att starta enheten. (Se bild A-4.): [1010, 32, 1487, 614]
- da-rtte-3: en kopi af overensstemmelseserklæringen ved at følge anvisningerne i afsnittet Overensstemmelseserklæring (Kun Europa).: [49, 943, 441, 951]
- ja-note: 無線LANユニットの使い方は、プリンターのユーザーズガイド（CD-ROM内）を参照してください。: [1071, 966, 1457, 976]
- section-dansk: Dansk Se brugsanvisningen på printerens cd-rom for at få nærmere oplysninger om brugen af WLAN-interface. Overensstemmelseserklæring (Kun Europa) Vi, Brother Industries, Ltd. 15-1, Naeshiro-cho, Mizuho-ku, Nagoya, 467-8561, Japan, erklærer, at dette produkt er i overensstemmelse med de væsentlige krav i alle relevante direktiver og bestemmelser anvendt i De Europæiske Fællesskaber. Overensstemmelseserklæringen kan downloades fra vores website. Gå ind på http://solutions.brother.com/, og vælg derefter Europa → vælg dit land → vælg Manualer og dit sprog, klik derefter på Søg → vælg Overensstemmelseserklæring → klik på Download. Erklæringen downloades som en PDF-fil. Overensstemmelseserklæring i henhold til R&TTE-direktiv 1999/5/EF (radio- og telekommunikation) (kun Europa) (gælder for modeller med telekommunikations- og/eller radiointerface) Vi, Brother Industries, Ltd. 15-1, Naeshiro-cho, Mizuho-ku, Nagoya 467-8561 Japan, erklærer, at disse produkter er i overensstemmelse med bestemmelserne i R&TTE-direktiv 1999/5/EF. Du kan downloade en kopi af overensstemmelseserklæringen ved at følge anvisningerne i afsnittet Overensstemmelseserklæring (Kun Europa). ⚠ ADVARSEL Angiver en potentielt farlig situation, som kan medføre dødsfald eller alvorlig tilskadekomst, hvis produktet ikke håndteres under overholdelse af advarslerne og anvisningerne. VIGTIGT! Angiver en potentielt farlig situation, som kan medføre materiel skade eller tab af produktfunktioner, hvis den ikke undgås. ⚠ ADVARSEL • Brug ikke printeren i specielle miljøer, f.eks. i nærheden af medicinsk udstyr. Elektromagnetiske bølger kan forårsage fejlfunktion i det medicinske udstyr. • Brugere med pacemaker skal gå væk fra maskinen, hvis de mærker noget unormalt. Kontakt derefter omgående en læge. • Opbevares uden for børns, især spædbørns, rækkevidde, da der kan opstå tilskadekomst. VIGTIGT! • Brug kun den angivne printer. • Placer printeren på en stabil flade som f.eks. et skrivebord, før ekstraudstyr installeres eller fjernes. • Undgå, at ledninger filtres ind i hinanden, når ekstraudstyr monteres på printeren. I modsat fald kan der opstå skader eller fejlfunktioner. Betjeningsvejledning 1. Installer enheden på printeren. (se illustrationen). Kontroller, at USB-kablet til enheden er sluttet til printeren. 2. Tryk kontakten opad for at tænde enheden. (se illustration A-4).: [40, 705, 510, 1274]
- zh-w1_text: 表示潜在的危险情况，如果未按照警告和说明操作产品，可能会导致死亡或严重人身伤害。: [1111, 741, 1486, 771]
- ja-radio_title: 無線 LAN の電波に関するご注意: [1498, 813, 1971, 830]
- zh-s3_1: 1. 在打印机上安装无线 LAN 接口。（请参考插图。）: [1019, 920, 1205, 929]
- sv-conf-0: Brother Industries, Ltd.: [1019, 88, 1091, 96]
- ja-s2-2: • プリンターに取り付ける際に、コードをはさまないでください。故障や誤作動の原因となります。: [1019, 1167, 1478, 1177]
- ja-radio-0: 無線 LAN ユニットの使用周波数帯では、電子レンジなどの産業・科学・医療用機器のほか、工場の製造ラインな: [1506, 832, 1939, 843]
- da-s3_1b: Kontroller, at USB-kablet til enheden er sluttet til printeren.: [49, 1240, 284, 1251]
- sv-rtte-2: försäkrar att dessa produkter överensstämmer med villkoren för direktiv 1999/5/EG för radioutrustning och: [1019, 260, 1352, 268]
- sv-s3_1b: Kontrollera att enhetens USB-kabel är kopplad till skrivaren.: [1019, 580, 1260, 591]
- fi-conf-2: vakuuttaa, että tämä tuote on kaikkien Euroopan yhteisössä sovellettavien asianmukaisten direktiivien ja säännösten: [532, 779, 898, 787]
- no-conf-4: Besøk http://solutions.brother.com/ og velg Europe → velg ditt land → velg Manuals (håndbøker) og ditt språk, og klikk på: [1506, 124, 1888, 132]
- da-s3_1: 1. Installer enheden på printeren. (se illustrationen).: [49, 1229, 257, 1240]
- sv-rtte-0: Brother Industries, Ltd.: [1019, 242, 1091, 250]
- ja-vcci-1: 置がラジオやテレビジョン受信機に近接して使用されると、受信障害を引き起こすことがあります。取扱説明書: [1506, 768, 1920, 779]
- da-rtte_sub: (gælder for modeller med telekommunikations- og/eller radiointerface): [49, 904, 317, 913]
- step-number: 3: [49, 391, 60, 412]
